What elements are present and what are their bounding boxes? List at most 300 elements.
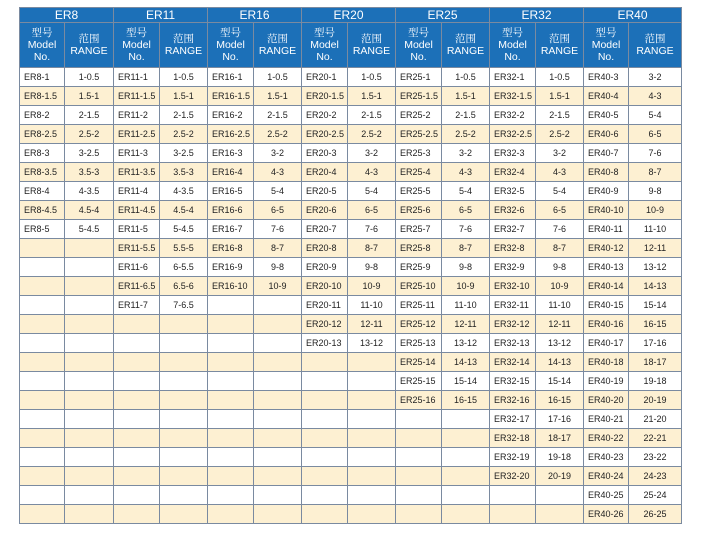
model-cell xyxy=(20,239,65,258)
range-cell: 6-5.5 xyxy=(160,258,208,277)
model-cell: ER16-10 xyxy=(208,277,254,296)
model-cell: ER32-6 xyxy=(490,201,536,220)
model-cell xyxy=(208,486,254,505)
range-cell: 1.5-1 xyxy=(65,87,114,106)
table-row xyxy=(20,467,682,486)
model-cell xyxy=(114,448,160,467)
model-cell xyxy=(396,448,442,467)
table-row xyxy=(20,429,682,448)
range-cell: 11-10 xyxy=(442,296,490,315)
model-cell xyxy=(396,467,442,486)
range-cell: 21-20 xyxy=(629,410,682,429)
model-cell: ER25-14 xyxy=(396,353,442,372)
range-cell: 9-8 xyxy=(536,258,584,277)
range-cell: 4-3 xyxy=(536,163,584,182)
model-cell xyxy=(208,448,254,467)
range-cell: 3-2 xyxy=(629,68,682,87)
model-cell: ER20-13 xyxy=(302,334,348,353)
range-cell xyxy=(348,429,396,448)
model-cell: ER25-1 xyxy=(396,68,442,87)
model-cell xyxy=(396,505,442,524)
range-cell: 5-4 xyxy=(442,182,490,201)
model-cell: ER8-5 xyxy=(20,220,65,239)
model-cell xyxy=(208,410,254,429)
range-cell xyxy=(254,505,302,524)
range-cell xyxy=(160,448,208,467)
model-cell: ER32-1 xyxy=(490,68,536,87)
range-cell xyxy=(65,448,114,467)
range-cell: 11-10 xyxy=(629,220,682,239)
model-cell: ER11-6 xyxy=(114,258,160,277)
model-cell: ER11-2 xyxy=(114,106,160,125)
range-cell: 3.5-3 xyxy=(160,163,208,182)
model-cell xyxy=(396,410,442,429)
range-cell: 1.5-1 xyxy=(536,87,584,106)
range-cell: 6-5 xyxy=(442,201,490,220)
range-cell: 2-1.5 xyxy=(348,106,396,125)
model-no-header: 型号 Model No. xyxy=(396,23,442,68)
range-cell: 1-0.5 xyxy=(160,68,208,87)
model-cell: ER40-8 xyxy=(584,163,629,182)
model-cell: ER20-11 xyxy=(302,296,348,315)
model-no-header: 型号 Model No. xyxy=(490,23,536,68)
model-cell xyxy=(20,410,65,429)
range-cell: 4-3.5 xyxy=(65,182,114,201)
model-cell: ER40-9 xyxy=(584,182,629,201)
range-cell xyxy=(160,505,208,524)
model-cell: ER16-3 xyxy=(208,144,254,163)
model-cell xyxy=(20,296,65,315)
range-cell xyxy=(160,467,208,486)
model-cell xyxy=(114,410,160,429)
range-cell: 3-2 xyxy=(536,144,584,163)
model-cell: ER25-12 xyxy=(396,315,442,334)
series-header: ER32 xyxy=(490,8,584,23)
range-cell: 14-13 xyxy=(536,353,584,372)
model-cell: ER16-9 xyxy=(208,258,254,277)
range-cell: 22-21 xyxy=(629,429,682,448)
model-cell: ER8-3 xyxy=(20,144,65,163)
range-cell: 2.5-2 xyxy=(348,125,396,144)
model-cell xyxy=(114,353,160,372)
model-cell: ER8-2.5 xyxy=(20,125,65,144)
table-row xyxy=(20,372,682,391)
range-cell xyxy=(348,391,396,410)
range-cell: 7-6 xyxy=(629,144,682,163)
range-cell: 9-8 xyxy=(442,258,490,277)
model-cell: ER11-7 xyxy=(114,296,160,315)
model-cell xyxy=(20,448,65,467)
range-cell: 19-18 xyxy=(629,372,682,391)
range-cell xyxy=(160,334,208,353)
range-cell: 8-7 xyxy=(254,239,302,258)
range-cell: 24-23 xyxy=(629,467,682,486)
model-cell: ER20-7 xyxy=(302,220,348,239)
model-no-header: 型号 Model No. xyxy=(584,23,629,68)
range-cell xyxy=(65,258,114,277)
range-header: 范围 RANGE xyxy=(160,23,208,68)
range-cell: 6-5 xyxy=(254,201,302,220)
range-cell: 10-9 xyxy=(442,277,490,296)
range-cell: 2-1.5 xyxy=(254,106,302,125)
table-row xyxy=(20,353,682,372)
range-cell: 26-25 xyxy=(629,505,682,524)
model-cell xyxy=(302,391,348,410)
range-cell xyxy=(65,505,114,524)
range-cell: 20-19 xyxy=(536,467,584,486)
range-header: 范围 RANGE xyxy=(536,23,584,68)
range-cell: 11-10 xyxy=(536,296,584,315)
model-cell: ER25-1.5 xyxy=(396,87,442,106)
model-cell: ER20-2.5 xyxy=(302,125,348,144)
model-cell: ER32-4 xyxy=(490,163,536,182)
range-cell: 5-4.5 xyxy=(160,220,208,239)
model-cell: ER8-4 xyxy=(20,182,65,201)
model-cell: ER40-26 xyxy=(584,505,629,524)
range-cell xyxy=(65,410,114,429)
model-cell xyxy=(20,258,65,277)
model-cell xyxy=(20,277,65,296)
range-cell: 13-12 xyxy=(348,334,396,353)
model-cell xyxy=(302,486,348,505)
model-cell: ER11-2.5 xyxy=(114,125,160,144)
range-cell: 4.5-4 xyxy=(65,201,114,220)
range-cell xyxy=(65,372,114,391)
range-cell: 5-4 xyxy=(629,106,682,125)
model-cell: ER40-7 xyxy=(584,144,629,163)
model-cell: ER20-1.5 xyxy=(302,87,348,106)
range-cell: 12-11 xyxy=(536,315,584,334)
range-cell xyxy=(254,353,302,372)
range-cell xyxy=(65,315,114,334)
range-cell: 15-14 xyxy=(629,296,682,315)
range-cell xyxy=(442,486,490,505)
range-cell xyxy=(536,505,584,524)
model-cell: ER32-5 xyxy=(490,182,536,201)
range-cell: 7-6 xyxy=(254,220,302,239)
model-cell: ER20-2 xyxy=(302,106,348,125)
table-row xyxy=(20,277,682,296)
series-header: ER20 xyxy=(302,8,396,23)
range-cell: 3-2.5 xyxy=(65,144,114,163)
model-cell xyxy=(20,353,65,372)
range-cell: 8-7 xyxy=(442,239,490,258)
range-cell xyxy=(348,467,396,486)
model-cell: ER40-18 xyxy=(584,353,629,372)
model-cell: ER20-4 xyxy=(302,163,348,182)
model-cell: ER16-4 xyxy=(208,163,254,182)
range-cell: 14-13 xyxy=(629,277,682,296)
range-cell xyxy=(442,429,490,448)
range-cell: 2.5-2 xyxy=(254,125,302,144)
model-cell: ER25-2 xyxy=(396,106,442,125)
range-cell: 5-4 xyxy=(536,182,584,201)
model-cell: ER16-6 xyxy=(208,201,254,220)
model-cell xyxy=(302,410,348,429)
range-header: 范围 RANGE xyxy=(254,23,302,68)
range-cell: 17-16 xyxy=(629,334,682,353)
model-cell: ER8-1.5 xyxy=(20,87,65,106)
table-row xyxy=(20,182,682,201)
range-cell xyxy=(254,391,302,410)
table-row xyxy=(20,163,682,182)
model-no-header: 型号 Model No. xyxy=(20,23,65,68)
model-cell: ER25-7 xyxy=(396,220,442,239)
model-cell: ER32-2 xyxy=(490,106,536,125)
model-cell xyxy=(114,372,160,391)
range-cell: 8-7 xyxy=(536,239,584,258)
range-cell xyxy=(160,391,208,410)
table-row xyxy=(20,106,682,125)
range-cell: 3-2 xyxy=(348,144,396,163)
series-header: ER11 xyxy=(114,8,208,23)
model-cell: ER16-7 xyxy=(208,220,254,239)
model-cell xyxy=(208,353,254,372)
model-cell: ER16-5 xyxy=(208,182,254,201)
range-cell: 4-3 xyxy=(629,87,682,106)
range-cell: 3.5-3 xyxy=(65,163,114,182)
model-cell: ER16-1.5 xyxy=(208,87,254,106)
model-cell: ER32-18 xyxy=(490,429,536,448)
range-cell: 3-2 xyxy=(254,144,302,163)
model-cell: ER20-1 xyxy=(302,68,348,87)
range-cell: 2.5-2 xyxy=(65,125,114,144)
range-cell xyxy=(65,467,114,486)
model-cell: ER32-2.5 xyxy=(490,125,536,144)
range-cell: 1.5-1 xyxy=(442,87,490,106)
series-header: ER16 xyxy=(208,8,302,23)
range-cell: 2.5-2 xyxy=(442,125,490,144)
series-header: ER40 xyxy=(584,8,682,23)
range-cell: 1-0.5 xyxy=(536,68,584,87)
model-cell xyxy=(208,467,254,486)
model-cell xyxy=(302,467,348,486)
model-cell: ER16-8 xyxy=(208,239,254,258)
range-cell: 7-6 xyxy=(442,220,490,239)
model-cell xyxy=(20,429,65,448)
model-cell: ER11-3 xyxy=(114,144,160,163)
range-cell: 9-8 xyxy=(348,258,396,277)
range-cell: 20-19 xyxy=(629,391,682,410)
range-header: 范围 RANGE xyxy=(65,23,114,68)
range-cell: 2.5-2 xyxy=(536,125,584,144)
model-cell: ER32-16 xyxy=(490,391,536,410)
range-cell: 2-1.5 xyxy=(536,106,584,125)
range-cell: 6.5-6 xyxy=(160,277,208,296)
range-cell: 4-3 xyxy=(442,163,490,182)
model-cell: ER11-5.5 xyxy=(114,239,160,258)
model-cell: ER11-6.5 xyxy=(114,277,160,296)
model-cell: ER20-3 xyxy=(302,144,348,163)
range-cell xyxy=(348,448,396,467)
range-cell: 2-1.5 xyxy=(160,106,208,125)
model-cell: ER25-11 xyxy=(396,296,442,315)
range-cell: 25-24 xyxy=(629,486,682,505)
range-cell xyxy=(254,448,302,467)
range-cell: 10-9 xyxy=(629,201,682,220)
table-row xyxy=(20,486,682,505)
range-cell: 3-2 xyxy=(442,144,490,163)
model-cell: ER8-3.5 xyxy=(20,163,65,182)
range-cell: 4-3.5 xyxy=(160,182,208,201)
model-cell: ER40-21 xyxy=(584,410,629,429)
model-cell: ER40-23 xyxy=(584,448,629,467)
range-cell: 16-15 xyxy=(629,315,682,334)
range-cell xyxy=(254,334,302,353)
model-cell: ER40-3 xyxy=(584,68,629,87)
range-cell: 16-15 xyxy=(536,391,584,410)
model-cell xyxy=(114,334,160,353)
model-cell xyxy=(114,467,160,486)
range-header: 范围 RANGE xyxy=(629,23,682,68)
model-cell: ER11-3.5 xyxy=(114,163,160,182)
column-header-row xyxy=(20,23,682,68)
model-cell xyxy=(490,486,536,505)
model-cell xyxy=(396,486,442,505)
range-cell xyxy=(65,353,114,372)
range-cell: 12-11 xyxy=(442,315,490,334)
range-cell: 10-9 xyxy=(254,277,302,296)
range-cell: 4-3 xyxy=(254,163,302,182)
model-cell: ER11-1 xyxy=(114,68,160,87)
range-cell: 1.5-1 xyxy=(348,87,396,106)
range-cell xyxy=(65,239,114,258)
model-cell: ER16-1 xyxy=(208,68,254,87)
model-cell: ER32-11 xyxy=(490,296,536,315)
range-cell xyxy=(65,296,114,315)
model-cell: ER25-8 xyxy=(396,239,442,258)
model-cell: ER40-12 xyxy=(584,239,629,258)
model-cell: ER32-1.5 xyxy=(490,87,536,106)
model-cell: ER25-2.5 xyxy=(396,125,442,144)
table-row xyxy=(20,144,682,163)
model-cell xyxy=(208,296,254,315)
range-cell: 8-7 xyxy=(629,163,682,182)
model-cell: ER40-14 xyxy=(584,277,629,296)
range-cell xyxy=(65,486,114,505)
range-cell xyxy=(160,410,208,429)
model-cell: ER40-10 xyxy=(584,201,629,220)
model-cell: ER40-25 xyxy=(584,486,629,505)
range-cell: 12-11 xyxy=(629,239,682,258)
range-cell xyxy=(254,467,302,486)
range-cell xyxy=(65,277,114,296)
model-cell xyxy=(208,391,254,410)
range-cell: 13-12 xyxy=(629,258,682,277)
range-cell: 6-5 xyxy=(629,125,682,144)
model-cell: ER40-20 xyxy=(584,391,629,410)
model-cell xyxy=(114,486,160,505)
range-cell xyxy=(442,410,490,429)
range-cell: 10-9 xyxy=(536,277,584,296)
range-cell xyxy=(348,486,396,505)
model-cell: ER32-19 xyxy=(490,448,536,467)
range-cell: 15-14 xyxy=(536,372,584,391)
range-cell: 1-0.5 xyxy=(254,68,302,87)
range-cell xyxy=(442,448,490,467)
model-cell xyxy=(208,372,254,391)
range-cell: 1.5-1 xyxy=(160,87,208,106)
model-cell: ER40-24 xyxy=(584,467,629,486)
range-cell xyxy=(254,296,302,315)
range-cell xyxy=(348,410,396,429)
series-header-row xyxy=(20,8,682,23)
range-cell: 1-0.5 xyxy=(65,68,114,87)
table-row xyxy=(20,125,682,144)
model-cell: ER20-12 xyxy=(302,315,348,334)
model-cell: ER40-22 xyxy=(584,429,629,448)
model-cell: ER25-4 xyxy=(396,163,442,182)
range-cell: 6-5 xyxy=(348,201,396,220)
range-header: 范围 RANGE xyxy=(442,23,490,68)
model-cell: ER40-17 xyxy=(584,334,629,353)
range-cell: 15-14 xyxy=(442,372,490,391)
range-cell: 7-6 xyxy=(348,220,396,239)
table-row xyxy=(20,505,682,524)
table-row xyxy=(20,410,682,429)
model-cell xyxy=(396,429,442,448)
range-cell xyxy=(536,486,584,505)
model-cell: ER20-9 xyxy=(302,258,348,277)
range-cell: 2.5-2 xyxy=(160,125,208,144)
range-cell: 18-17 xyxy=(536,429,584,448)
model-cell: ER8-4.5 xyxy=(20,201,65,220)
range-cell: 16-15 xyxy=(442,391,490,410)
range-cell: 6-5 xyxy=(536,201,584,220)
model-cell: ER32-17 xyxy=(490,410,536,429)
table-row xyxy=(20,201,682,220)
model-cell xyxy=(20,505,65,524)
range-cell xyxy=(65,334,114,353)
range-cell xyxy=(348,353,396,372)
model-cell: ER11-4 xyxy=(114,182,160,201)
model-cell: ER32-12 xyxy=(490,315,536,334)
range-cell: 11-10 xyxy=(348,296,396,315)
table-row xyxy=(20,87,682,106)
range-cell xyxy=(254,429,302,448)
model-cell: ER40-5 xyxy=(584,106,629,125)
model-cell: ER25-10 xyxy=(396,277,442,296)
model-cell: ER32-20 xyxy=(490,467,536,486)
model-cell xyxy=(302,353,348,372)
range-cell xyxy=(348,372,396,391)
range-cell: 4.5-4 xyxy=(160,201,208,220)
model-cell: ER32-9 xyxy=(490,258,536,277)
model-cell: ER40-15 xyxy=(584,296,629,315)
model-no-header: 型号 Model No. xyxy=(208,23,254,68)
model-cell: ER11-5 xyxy=(114,220,160,239)
range-cell xyxy=(160,372,208,391)
range-cell: 14-13 xyxy=(442,353,490,372)
model-cell: ER11-1.5 xyxy=(114,87,160,106)
series-header: ER8 xyxy=(20,8,114,23)
model-cell: ER32-15 xyxy=(490,372,536,391)
range-cell: 7-6 xyxy=(536,220,584,239)
model-cell xyxy=(302,448,348,467)
model-cell xyxy=(20,486,65,505)
model-cell: ER8-2 xyxy=(20,106,65,125)
collet-range-table xyxy=(19,7,682,524)
model-cell: ER20-10 xyxy=(302,277,348,296)
range-cell: 1-0.5 xyxy=(442,68,490,87)
model-cell: ER8-1 xyxy=(20,68,65,87)
range-cell: 19-18 xyxy=(536,448,584,467)
range-cell xyxy=(254,315,302,334)
model-cell: ER25-9 xyxy=(396,258,442,277)
model-cell: ER40-4 xyxy=(584,87,629,106)
model-cell xyxy=(208,505,254,524)
model-cell: ER25-16 xyxy=(396,391,442,410)
